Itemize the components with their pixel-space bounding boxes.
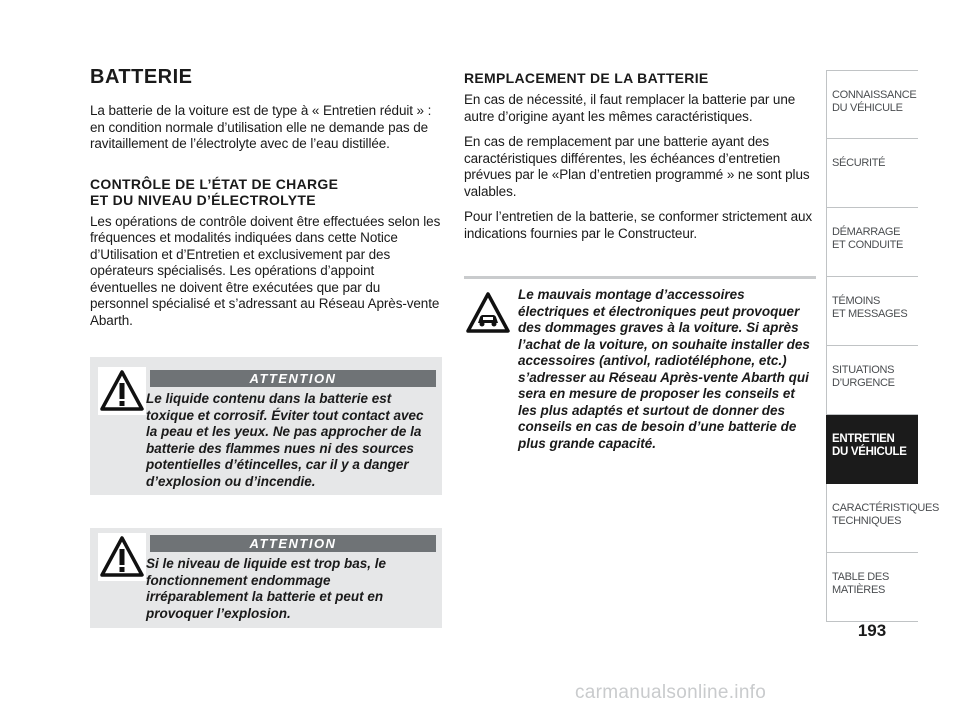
replacement-paragraph-1: En cas de nécessité, il faut remplacer la batterie par une autre d’origine ayant les mêmes caractéristiques.	[464, 92, 796, 124]
car-warning-triangle-icon	[464, 289, 512, 337]
tab-entretien[interactable]	[826, 415, 918, 484]
tab-label: TÉMOINS ET MESSAGES	[832, 295, 908, 320]
warning-box-level	[90, 528, 442, 628]
warning-box-toxic	[90, 357, 442, 495]
warning-triangle-icon	[98, 533, 146, 581]
tab-caracteristiques[interactable]	[826, 484, 940, 553]
section-heading-line-2: ET DU NIVEAU D’ÉLECTROLYTE	[90, 191, 316, 208]
attention-tag: ATTENTION	[150, 370, 436, 387]
tab-label: TABLE DES MATIÈRES	[832, 571, 890, 596]
tab-situations[interactable]	[826, 346, 918, 415]
section-paragraph: Les opérations de contrôle doivent être effectuées selon les fréquences et modalités indiquées dans cette Notice d’Utilisation et d’Entretien et exclusivement par des opérateurs spécialisés. Les opérations d’appoint éventuelles ne doivent être exécutées que par du personnel spécialisé et s’adressant au Réseau Après-vente Abarth.	[90, 213, 441, 328]
right-column	[464, 70, 816, 251]
replacement-paragraph-3: Pour l’entretien de la batterie, se conformer strictement aux indications fournies par le Constructeur.	[464, 209, 813, 241]
tab-securite[interactable]	[826, 139, 918, 208]
tab-label: ENTRETIEN DU VÉHICULE	[832, 433, 907, 458]
accessories-note-text	[464, 287, 816, 452]
section-heading	[90, 176, 442, 208]
chapter-tabs	[826, 70, 940, 622]
tab-label: SITUATIONS D’URGENCE	[832, 364, 895, 389]
attention-tag: ATTENTION	[150, 535, 436, 552]
tab-demarrage[interactable]	[826, 208, 918, 277]
accessories-note	[464, 276, 816, 452]
tab-label: CARACTÉRISTIQUES TECHNIQUES	[832, 502, 940, 527]
left-column	[90, 66, 442, 338]
tab-label: DÉMARRAGE ET CONDUITE	[832, 226, 904, 251]
page-title: BATTERIE	[90, 66, 193, 88]
accessories-note-content: Le mauvais montage d’accessoires électriques et électroniques peut provoquer des dommages graves à la voiture. Si après l’achat de la voiture, on souhaite installer des accessoires (antivol, radiotéléphone, etc.) s’adresser au Réseau Après-vente Abarth qui sera en mesure de proposer les conseils et les plus adaptés et surtout de donner des conseils en cas de besoin d’une batterie de plus grande capacité.	[518, 287, 810, 451]
tab-table-matieres[interactable]	[826, 553, 918, 622]
intro-paragraph: La batterie de la voiture est de type à « Entretien réduit » : en condition normale d’utilisation elle ne demande pas de ravitaillement de l’électrolyte avec de l’eau distillée.	[90, 103, 432, 151]
warning-text-toxic-content: Le liquide contenu dans la batterie est toxique et corrosif. Éviter tout contact avec la peau et les yeux. Ne pas approcher de la batterie des flammes nues ni des sources potentielles d’étincelles, car il y a danger d’explosion ou d’incendie.	[146, 391, 424, 489]
watermark: carmanualsonline.info	[575, 682, 767, 703]
replacement-paragraph-2: En cas de remplacement par une batterie ayant des caractéristiques différentes, les échéances d’entretien prévues par le «Plan d’entretien programmé » ne sont plus valables.	[464, 134, 810, 199]
tab-label: CONNAISSANCE DU VÉHICULE	[832, 89, 917, 114]
warning-triangle-icon	[98, 367, 146, 415]
warning-text-level-content: Si le niveau de liquide est trop bas, le fonctionnement endommage irréparablement la batterie et peut en provoquer l’explosion.	[146, 556, 387, 621]
section-heading-line-1: CONTRÔLE DE L’ÉTAT DE CHARGE	[90, 175, 339, 192]
page-number: 193	[857, 621, 887, 640]
tab-label: SÉCURITÉ	[832, 157, 886, 169]
tab-connaissance[interactable]	[826, 70, 918, 139]
tab-temoins[interactable]	[826, 277, 918, 346]
replacement-heading: REMPLACEMENT DE LA BATTERIE	[464, 70, 709, 86]
